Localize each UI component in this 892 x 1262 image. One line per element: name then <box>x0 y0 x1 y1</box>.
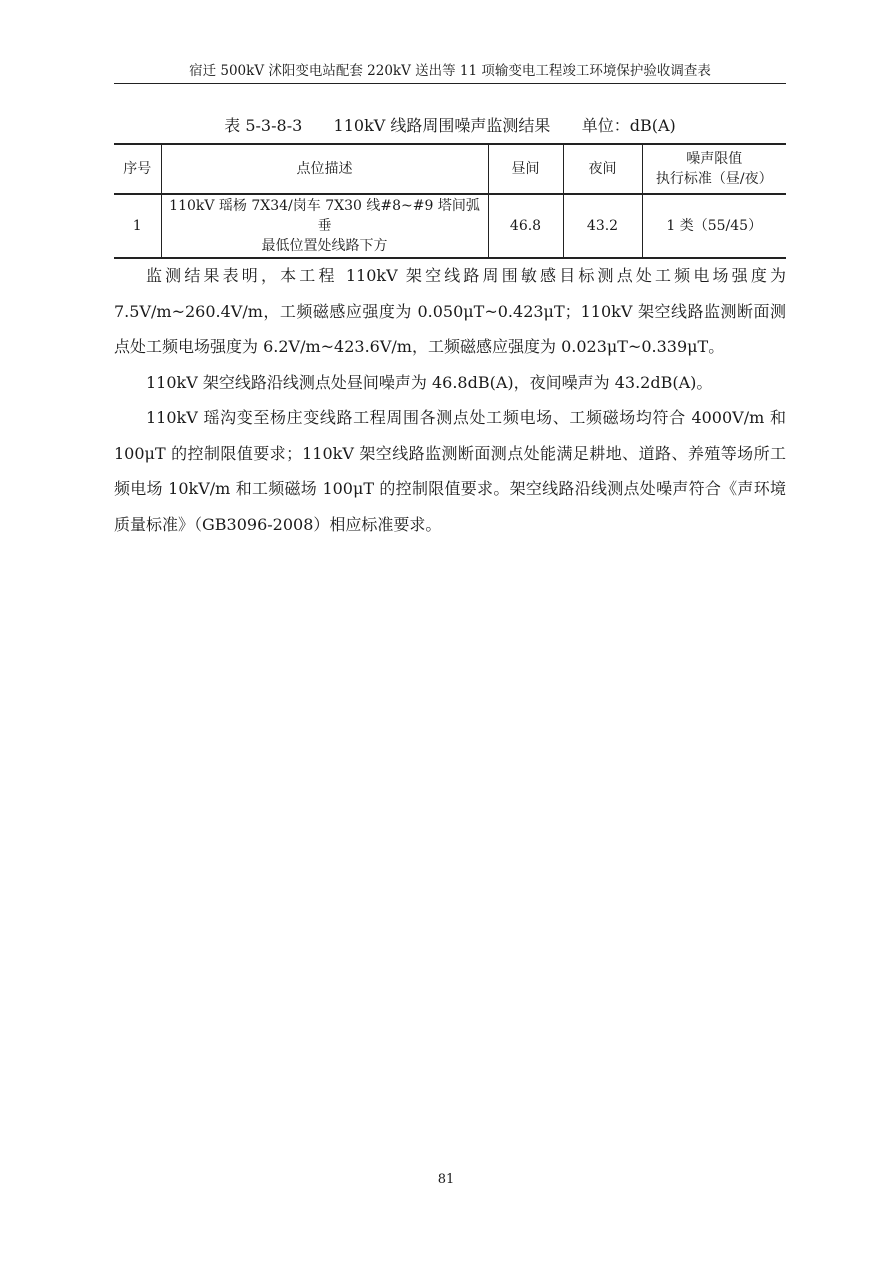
cell-day: 46.8 <box>488 194 563 258</box>
cell-location-line2: 最低位置处线路下方 <box>261 238 388 254</box>
paragraph: 110kV 架空线路沿线测点处昼间噪声为 46.8dB(A)，夜间噪声为 43.2dB(A)。 <box>146 372 713 392</box>
noise-results-table <box>114 143 786 259</box>
cell-night: 43.2 <box>563 194 642 258</box>
header-limit <box>642 144 786 194</box>
cell-location <box>161 194 488 258</box>
page-header: 宿迁 500kV 沭阳变电站配套 220kV 送出等 11 项输变电工程竣工环境保护验收调查表 <box>189 63 711 79</box>
header-index: 序号 <box>114 144 161 194</box>
cell-limit: 1 类（55/45） <box>642 194 786 258</box>
cell-location-line1: 110kV 瑶杨 7X34/岗车 7X30 线#8~#9 塔间弧垂 <box>169 198 480 234</box>
table-caption-unit: 单位：dB(A) <box>581 116 676 135</box>
body-text <box>114 258 786 542</box>
paragraph: 监测结果表明，本工程 110kV 架空线路周围敏感目标测点处工频电场强度为 7.5V/m~260.4V/m，工频磁感应强度为 0.050μT~0.423μT；110kV 架空线路监测断面测点处工频电场强度为 6.2V/m~423.6V/m，工频磁感应强度为 0.023μT~0.339μT。 <box>114 266 786 356</box>
header-day: 昼间 <box>488 144 563 194</box>
header-night: 夜间 <box>563 144 642 194</box>
paragraph: 110kV 瑶沟变至杨庄变线路工程周围各测点处工频电场、工频磁场均符合 4000V/m 和 100μT 的控制限值要求；110kV 架空线路监测断面测点处能满足耕地、道路、养殖等场所工频电场 10kV/m 和工频磁场 100μT 的控制限值要求。架空线路沿线测点处噪声符合《声环境质量标准》（GB3096-2008）相应标准要求。 <box>114 408 786 534</box>
table-caption-number: 表 5-3-8-3 <box>224 116 303 135</box>
table-row <box>114 194 786 258</box>
header-limit-line1: 噪声限值 <box>686 151 743 167</box>
table-caption <box>114 115 786 137</box>
page-number: 81 <box>437 1172 455 1187</box>
header-location: 点位描述 <box>161 144 488 194</box>
table-caption-title: 110kV 线路周围噪声监测结果 <box>333 116 551 135</box>
cell-index: 1 <box>114 194 161 258</box>
header-limit-line2: 执行标准（昼/夜） <box>655 171 773 187</box>
table-header-row <box>114 144 786 194</box>
header-rule <box>114 83 786 84</box>
